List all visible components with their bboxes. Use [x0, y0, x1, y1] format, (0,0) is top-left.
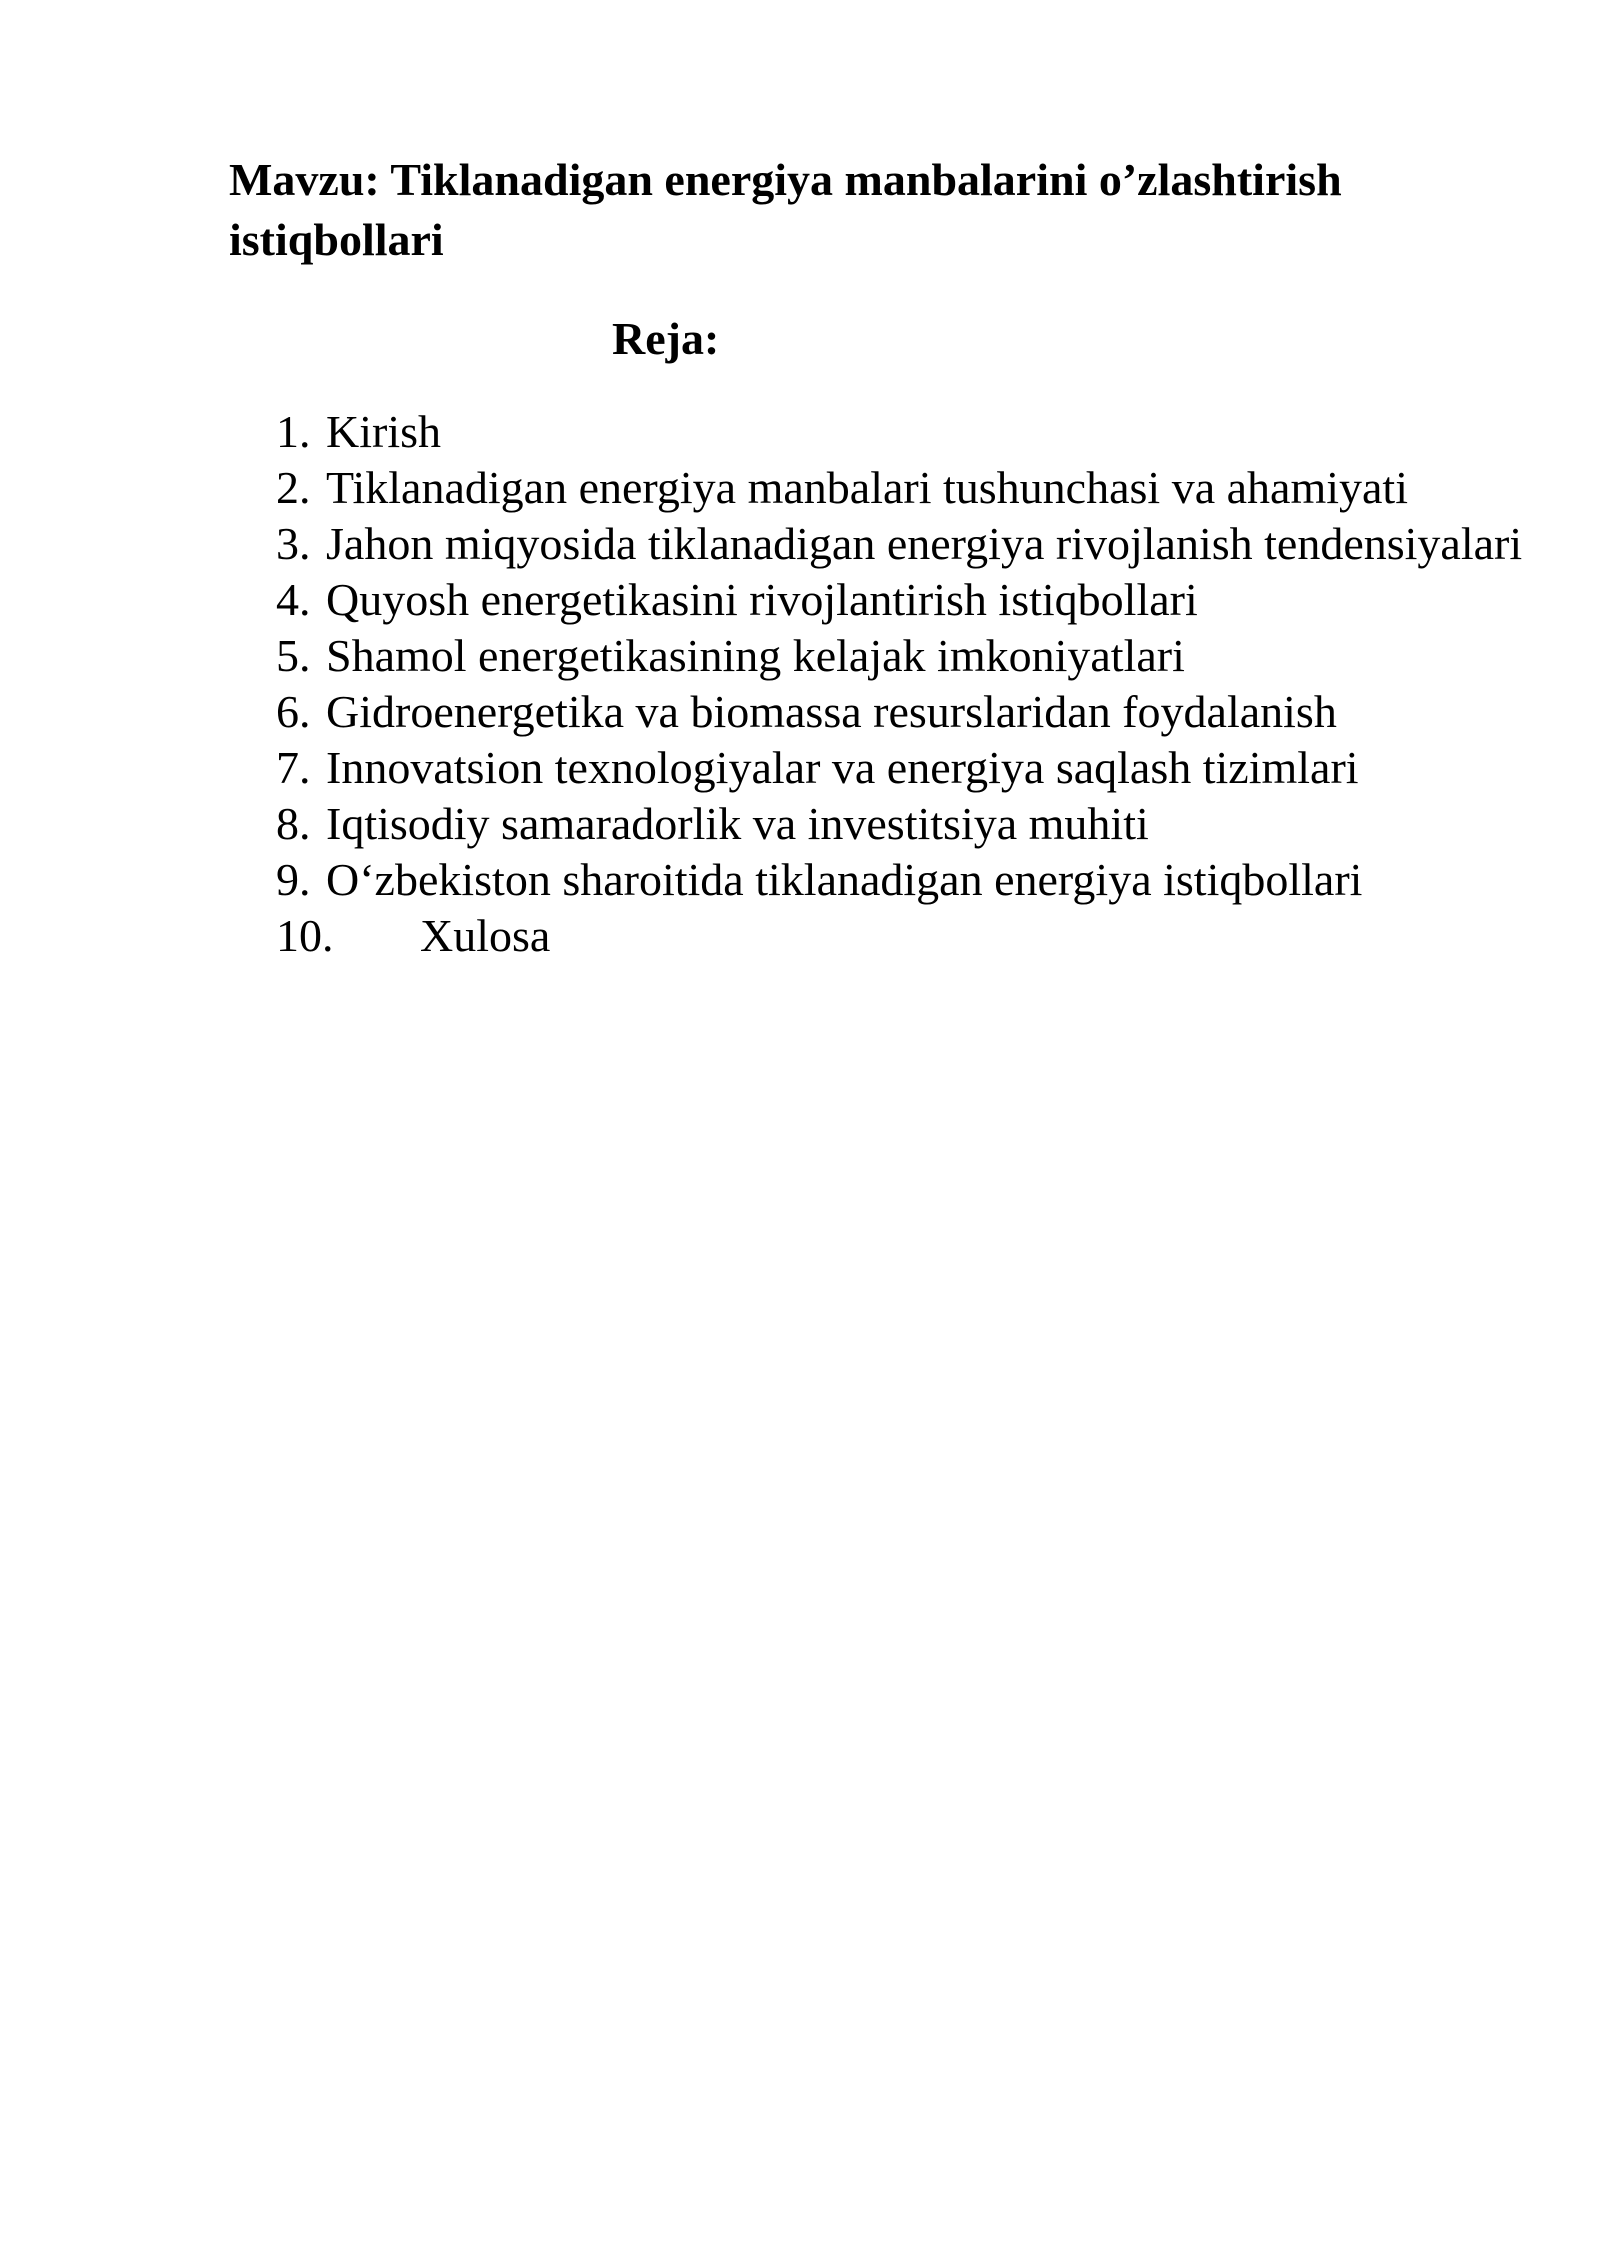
plan-item-number: 2.: [276, 462, 311, 513]
plan-item: [276, 852, 1526, 908]
plan-item: [276, 908, 1526, 964]
plan-item: [276, 572, 1526, 628]
plan-item-number: 10.: [276, 910, 334, 961]
plan-item-number: 6.: [276, 686, 311, 737]
plan-item: [276, 796, 1526, 852]
plan-item-text: Innovatsion texnologiyalar va energiya saqlash tizimlari: [326, 742, 1359, 793]
plan-item-text: Xulosa: [420, 910, 551, 961]
plan-item-number: 1.: [276, 406, 311, 457]
plan-item-text: Tiklanadigan energiya manbalari tushunchasi va ahamiyati: [326, 462, 1408, 513]
plan-heading: Reja:: [612, 313, 720, 364]
plan-item-number: 3.: [276, 518, 311, 569]
plan-item: [276, 628, 1526, 684]
plan-item-text: Jahon miqyosida tiklanadigan energiya rivojlanish tendensiyalari: [326, 518, 1523, 569]
plan-item-number: 8.: [276, 798, 311, 849]
plan-item: [276, 684, 1526, 740]
plan-item: [276, 404, 1526, 460]
plan-item: [276, 516, 1526, 572]
plan-item-text: Quyosh energetikasini rivojlantirish istiqbollari: [326, 574, 1198, 625]
plan-list: [276, 404, 1526, 964]
document-title: Mavzu: Tiklanadigan energiya manbalarini o’zlashtirish istiqbollari: [229, 154, 1342, 265]
plan-item: [276, 740, 1526, 796]
plan-item-text: Iqtisodiy samaradorlik va investitsiya muhiti: [326, 798, 1149, 849]
plan-item: [276, 460, 1526, 516]
plan-item-text: O‘zbekiston sharoitida tiklanadigan energiya istiqbollari: [326, 854, 1363, 905]
plan-item-number: 5.: [276, 630, 311, 681]
plan-item-number: 4.: [276, 574, 311, 625]
plan-item-text: Kirish: [326, 406, 441, 457]
plan-item-number: 7.: [276, 742, 311, 793]
plan-item-text: Shamol energetikasining kelajak imkoniyatlari: [326, 630, 1185, 681]
plan-item-text: Gidroenergetika va biomassa resurslaridan foydalanish: [326, 686, 1337, 737]
plan-item-number: 9.: [276, 854, 311, 905]
